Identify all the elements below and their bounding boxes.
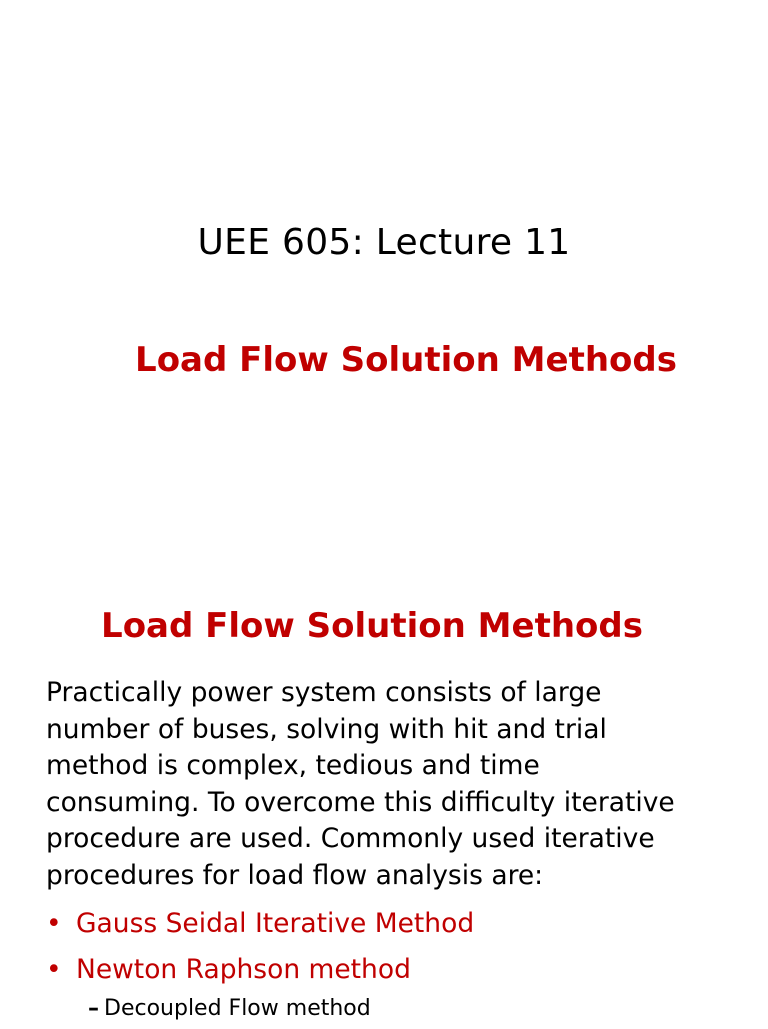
body-line: consuming. To overcome this difficulty iterative	[46, 786, 675, 818]
bullet-icon: •	[46, 954, 62, 985]
body-line: procedures for load flow analysis are:	[46, 859, 544, 891]
lecture-title: UEE 605: Lecture 11	[197, 222, 571, 263]
content-slide	[0, 576, 768, 1024]
sub-bullet-label: Decoupled Flow method	[104, 996, 371, 1021]
body-line: procedure are used. Commonly used iterative	[46, 823, 655, 854]
lecture-subtitle: Load Flow Solution Methods	[135, 340, 677, 380]
method-bullet-list	[46, 901, 474, 993]
body-line: number of buses, solving with hit and trial	[46, 713, 607, 745]
dash-icon: –	[88, 996, 99, 1021]
bullet-item-newton-raphson	[46, 947, 474, 993]
slide-heading: Load Flow Solution Methods	[101, 606, 643, 646]
bullet-label: Newton Raphson method	[76, 954, 411, 985]
bullet-item-gauss-seidal	[46, 901, 474, 947]
body-line: method is complex, tedious and time	[46, 750, 540, 781]
body-line: Practically power system consists of large	[46, 677, 602, 708]
bullet-icon: •	[46, 908, 62, 939]
sub-bullet-decoupled-flow	[88, 989, 371, 1029]
body-paragraph	[46, 675, 758, 894]
bullet-label: Gauss Seidal Iterative Method	[76, 908, 475, 939]
